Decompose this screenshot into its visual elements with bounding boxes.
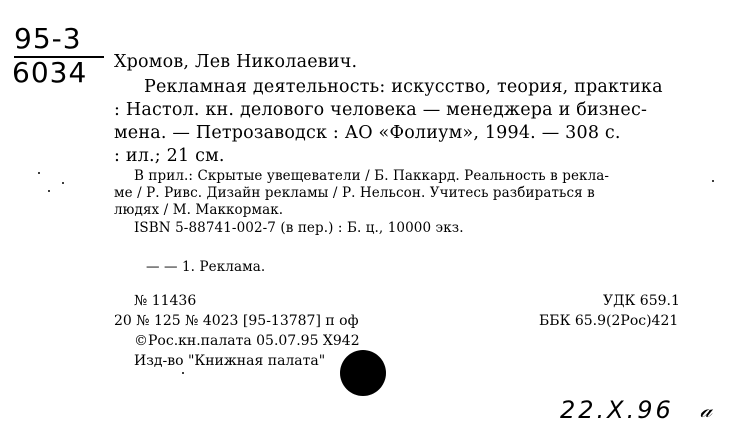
bbk-code: ББК 65.9(2Рос)421 — [539, 313, 679, 329]
title-line-3: мена. — Петрозаводск : АО «Фолиум», 1994. — 308 с. — [114, 123, 621, 143]
title-line-2: : Настол. кн. делового человека — менеджера и бизнес- — [114, 100, 648, 120]
udk-code: УДК 659.1 — [603, 293, 680, 309]
notes-line-3: людях / М. Маккормак. — [114, 202, 284, 218]
notes-line-2: ме / Р. Ривс. Дизайн рекламы / Р. Нельсон. Учитесь разбираться в — [114, 185, 595, 201]
isbn-line: ISBN 5-88741-002-7 (в пер.) : Б. ц., 10000 экз. — [134, 220, 464, 236]
handwritten-initial-mark: 𝒶 — [700, 398, 713, 423]
order-line: 20 № 125 № 4023 [95-13787] п оф — [114, 313, 359, 329]
punch-hole — [340, 350, 386, 396]
speck — [48, 190, 50, 192]
speck — [62, 182, 64, 184]
copyright-line: ©Рос.кн.палата 05.07.95 Х942 — [134, 333, 360, 349]
handwritten-date: 22.X.96 — [560, 396, 674, 424]
handwritten-call-number-top: 95-3 — [14, 22, 82, 55]
speck — [712, 180, 714, 182]
speck — [38, 172, 40, 174]
author-heading: Хромов, Лев Николаевич. — [114, 52, 358, 72]
handwritten-call-number-bottom: 6034 — [12, 56, 88, 89]
subject-heading: — — 1. Реклама. — [146, 259, 266, 275]
speck — [182, 372, 184, 374]
title-line-1: Рекламная деятельность: искусство, теория, практика — [144, 77, 663, 97]
card-number: № 11436 — [134, 293, 197, 309]
title-line-4: : ил.; 21 см. — [114, 146, 225, 166]
publisher-line: Изд-во "Книжная палата" — [134, 353, 326, 369]
notes-line-1: В прил.: Скрытые увещеватели / Б. Паккард. Реальность в рекла- — [134, 168, 610, 184]
